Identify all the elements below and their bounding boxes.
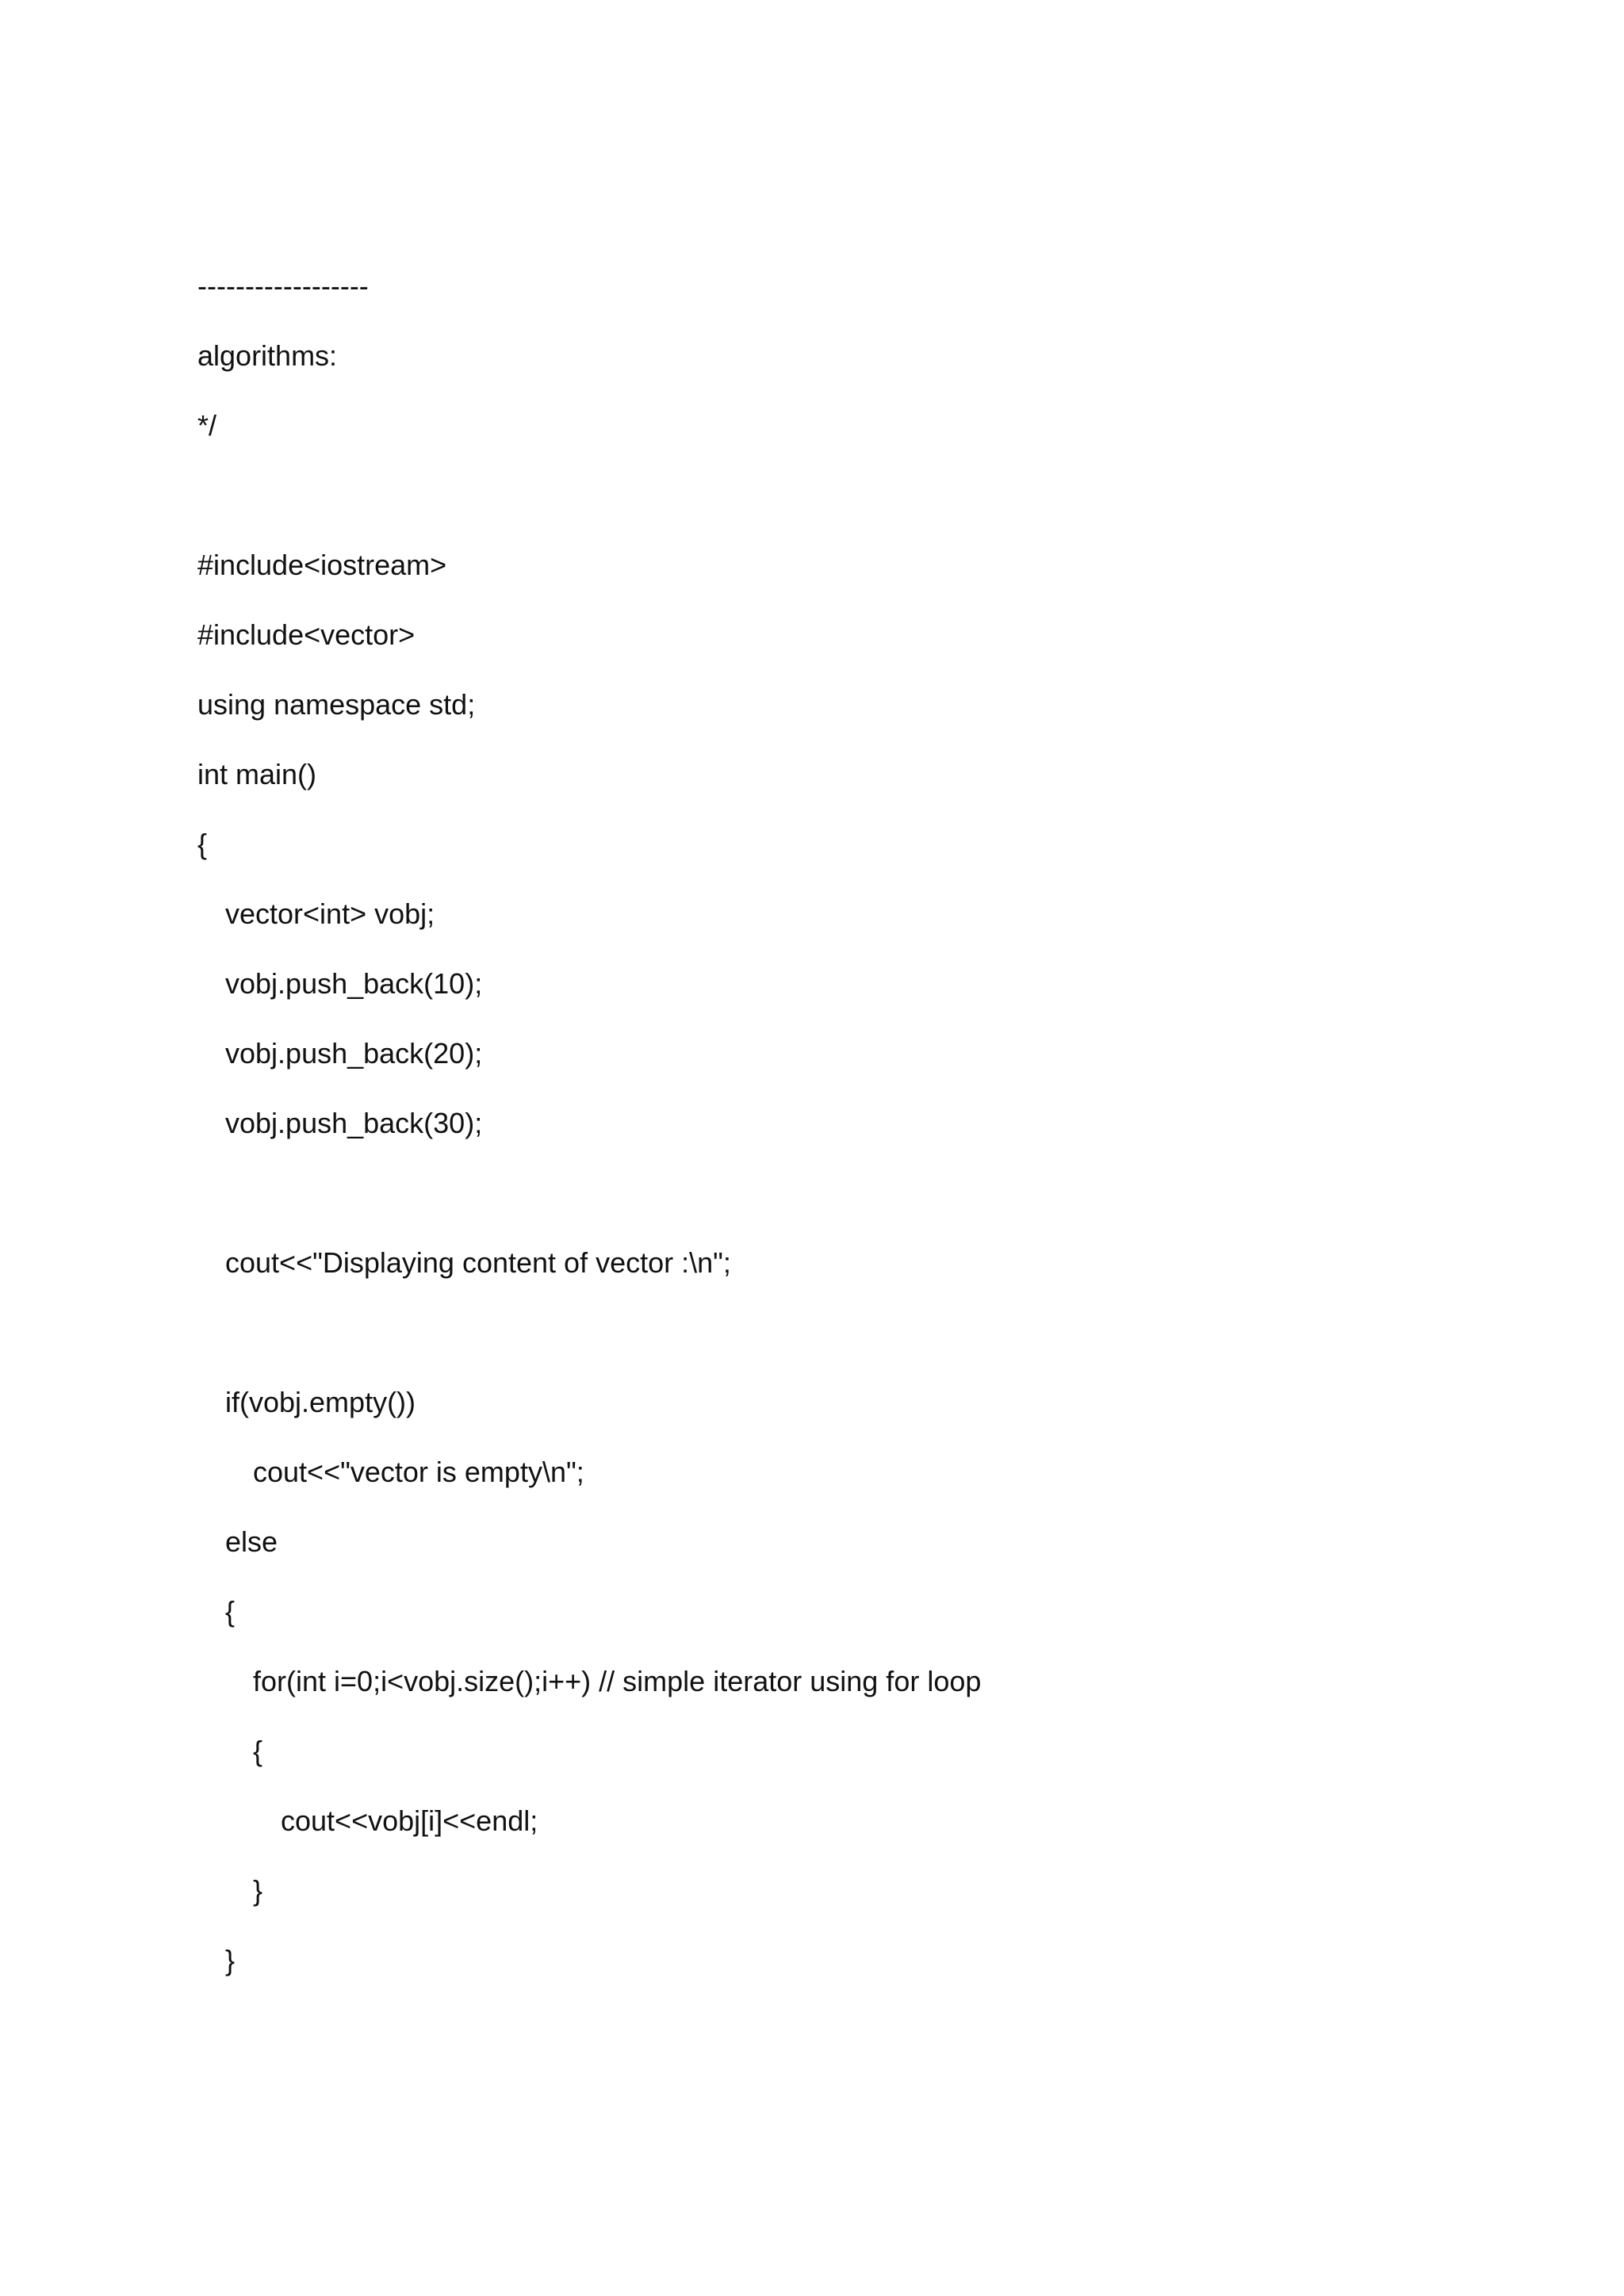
code-line-if-empty: if(vobj.empty()) [225, 1386, 416, 1418]
code-line-cout-empty: cout<<"vector is empty\n"; [253, 1456, 584, 1488]
code-line-push-10: vobj.push_back(10); [225, 967, 483, 1000]
code-line-comment-end: */ [197, 409, 217, 442]
code-line-include-iostream: #include<iostream> [197, 549, 447, 581]
code-line-for-loop: for(int i=0;i<vobj.size();i++) // simple iterator using for loop [253, 1665, 982, 1697]
code-line-vector-decl: vector<int> vobj; [225, 897, 435, 930]
code-line-blank [197, 1173, 1466, 1242]
code-listing [197, 266, 1466, 2010]
code-line-blank [197, 1312, 1466, 1382]
code-line-else-open-brace: { [225, 1595, 236, 1628]
code-line-else-close-brace: } [225, 1944, 236, 1976]
code-line-cout-element: cout<<vobj[i]<<endl; [281, 1804, 538, 1837]
code-line-push-20: vobj.push_back(20); [225, 1037, 483, 1070]
code-line-include-vector: #include<vector> [197, 618, 416, 651]
code-line-for-close-brace: } [253, 1874, 263, 1907]
code-line-algorithms: algorithms: [197, 339, 338, 372]
code-line-else: else [225, 1525, 278, 1558]
code-line-separator: ------------------ [197, 270, 369, 302]
code-line-using-namespace: using namespace std; [197, 688, 476, 721]
code-line-cout-displaying: cout<<"Displaying content of vector :\n"; [225, 1246, 731, 1279]
code-line-main-open-brace: { [197, 828, 208, 860]
code-line-blank [197, 475, 1466, 545]
code-line-push-30: vobj.push_back(30); [225, 1107, 483, 1139]
code-line-for-open-brace: { [253, 1735, 263, 1767]
code-line-main-signature: int main() [197, 758, 317, 790]
